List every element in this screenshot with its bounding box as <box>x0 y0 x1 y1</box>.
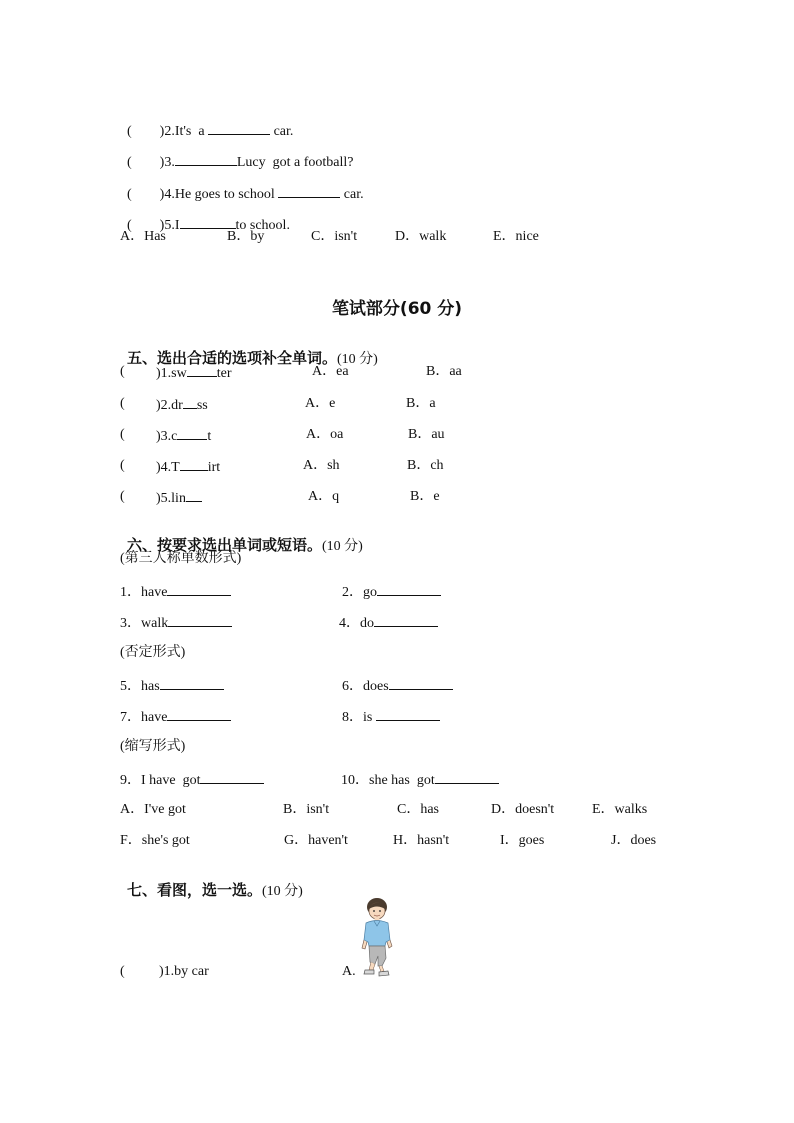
group-label-negative: (否定形式) <box>120 645 186 660</box>
option-g: G．haven't <box>284 833 348 848</box>
option-b: B．a <box>406 396 436 411</box>
answer-blank[interactable] <box>167 582 231 596</box>
section6-score: (10 分) <box>322 539 363 554</box>
section7-heading <box>120 863 303 901</box>
option-e: E．walks <box>592 802 648 817</box>
item-text: 8．is <box>342 710 376 725</box>
item-text: 1．have <box>120 585 168 600</box>
paren-open: ( <box>127 218 132 233</box>
item-text: 6．does <box>342 679 389 694</box>
option-d: D．doesn't <box>491 802 555 817</box>
section7-title: 七、看图，选一选。 <box>127 881 263 899</box>
section6-item-3 <box>120 613 232 633</box>
answer-blank[interactable] <box>389 676 453 690</box>
option-b: B．ch <box>407 458 444 473</box>
option-b: B．isn't <box>283 802 330 817</box>
item-text: 7．have <box>120 710 168 725</box>
paren-open: ( <box>120 396 125 411</box>
item-prefix <box>156 488 202 508</box>
item-text-after: Lucy got a football? <box>236 155 354 170</box>
answer-blank[interactable] <box>208 121 270 135</box>
item-prefix <box>156 457 220 477</box>
item-text: 3．walk <box>120 616 169 631</box>
answer-blank[interactable] <box>167 707 231 721</box>
option-d: D．walk <box>395 229 447 244</box>
question-text: )5.lin <box>156 491 186 506</box>
question-suffix: irt <box>207 460 221 475</box>
option-a: A．Has <box>120 229 166 244</box>
option-a-label: A. <box>342 964 356 979</box>
option-a: A．oa <box>306 427 344 442</box>
answer-blank[interactable] <box>200 770 264 784</box>
option-e: E．nice <box>493 229 539 244</box>
question-text: )1.by car <box>159 964 209 979</box>
answer-blank[interactable] <box>377 582 441 596</box>
option-b: B．e <box>410 489 440 504</box>
item-text: )5.I <box>159 218 180 233</box>
item-prefix <box>156 395 208 415</box>
answer-blank[interactable] <box>187 363 217 377</box>
section6-item-7 <box>120 707 231 727</box>
paren-open: ( <box>120 364 125 379</box>
item-text: 5．has <box>120 679 160 694</box>
item-text: )3. <box>159 155 175 170</box>
question-text: )3.c <box>156 429 178 444</box>
option-c: C．has <box>397 802 439 817</box>
option-b: B．aa <box>426 364 462 379</box>
section5-score: (10 分) <box>337 352 378 367</box>
answer-blank[interactable] <box>374 613 438 627</box>
item-text: 4．do <box>339 616 374 631</box>
group-label-contraction: (缩写形式) <box>120 739 186 754</box>
section6-item-9 <box>120 770 264 790</box>
option-a: A．sh <box>303 458 340 473</box>
option-a: A．I've got <box>120 802 186 817</box>
item-prefix <box>156 426 211 446</box>
answer-blank[interactable] <box>168 613 232 627</box>
question-suffix: ss <box>196 398 208 413</box>
question-text: )2.dr <box>156 398 183 413</box>
answer-blank[interactable] <box>376 707 440 721</box>
option-c: C．isn't <box>311 229 358 244</box>
answer-blank[interactable] <box>180 457 208 471</box>
item-text: )2.It's a <box>159 124 209 139</box>
option-a: A．ea <box>312 364 349 379</box>
item-prefix <box>156 363 232 383</box>
answer-blank[interactable] <box>278 184 340 198</box>
item-text: 9．I have got <box>120 773 201 788</box>
question-text: )1.sw <box>156 366 187 381</box>
section6-item-10 <box>341 770 499 790</box>
option-b: B．by <box>227 229 265 244</box>
option-a: A．q <box>308 489 340 504</box>
option-h: H．hasn't <box>393 833 450 848</box>
group-label-third-person: (第三人称单数形式) <box>120 551 242 566</box>
written-part-title: 笔试部分(60 分) <box>331 299 463 319</box>
question-suffix: ter <box>216 366 232 381</box>
answer-blank[interactable] <box>183 395 197 409</box>
section6-item-6 <box>342 676 453 696</box>
paren-open: ( <box>127 124 132 139</box>
section6-item-4 <box>339 613 438 633</box>
paren-open: ( <box>120 489 125 504</box>
paren-open: ( <box>127 155 132 170</box>
item-text-after: car. <box>340 187 364 202</box>
answer-blank[interactable] <box>177 426 207 440</box>
section5-title: 五、选出合适的选项补全单词。 <box>127 349 338 367</box>
section6-item-2 <box>342 582 441 602</box>
item-text-after: car. <box>270 124 294 139</box>
paren-open: ( <box>120 458 125 473</box>
item-text: )4.He goes to school <box>159 187 279 202</box>
question-text: )4.T <box>156 460 180 475</box>
option-j: J．does <box>611 833 657 848</box>
section7-score: (10 分) <box>262 884 303 899</box>
answer-blank[interactable] <box>180 215 236 229</box>
walking-boy-image <box>355 896 397 978</box>
section6-item-1 <box>120 582 231 602</box>
paren-open: ( <box>120 964 125 979</box>
paren-open: ( <box>127 187 132 202</box>
answer-blank[interactable] <box>186 488 202 502</box>
option-a: A．e <box>305 396 336 411</box>
paren-open: ( <box>120 427 125 442</box>
item-text: 2．go <box>342 585 377 600</box>
answer-blank[interactable] <box>175 152 237 166</box>
question-suffix: t <box>207 429 212 444</box>
answer-blank[interactable] <box>435 770 499 784</box>
section6-item-5 <box>120 676 224 696</box>
option-f: F．she's got <box>120 833 190 848</box>
item-text: 10．she has got <box>341 773 435 788</box>
option-i: I．goes <box>500 833 545 848</box>
answer-blank[interactable] <box>160 676 224 690</box>
item-text-after: to school. <box>235 218 290 233</box>
section6-item-8 <box>342 707 440 727</box>
section6-title: 六、按要求选出单词或短语。 <box>127 536 323 554</box>
option-b: B．au <box>408 427 445 442</box>
